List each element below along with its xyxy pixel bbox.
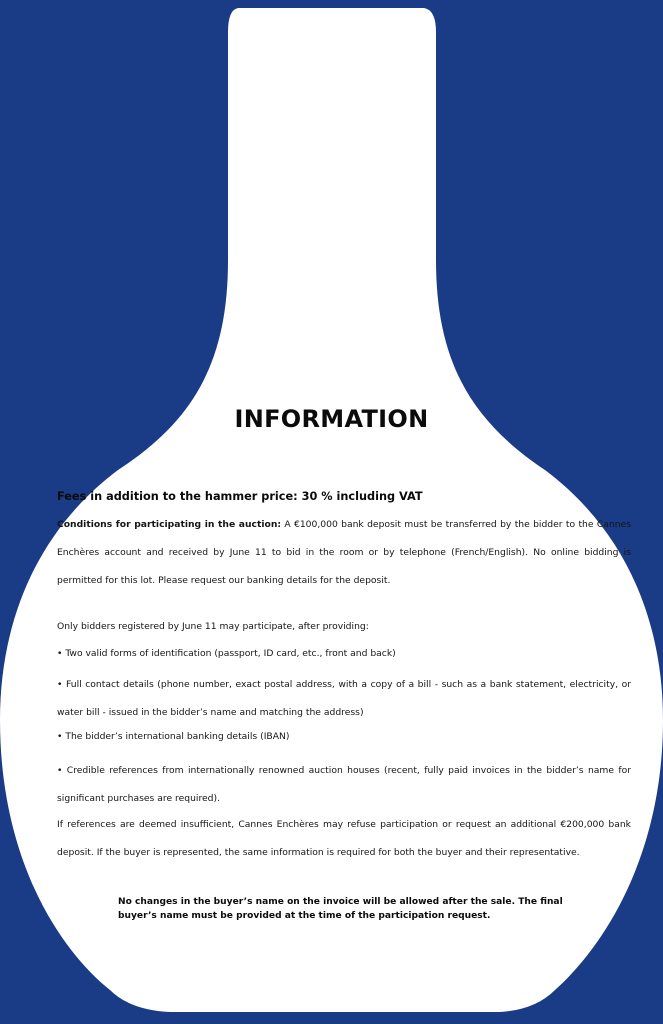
conditions-text: A €100,000 bank deposit must be transferred by the bidder to the Cannes Enchères account and received by June 11 to bid in the room or by telephone (French/English). No online bidding is permitted for this lot. Please request our banking details for the deposit.	[57, 519, 631, 586]
refusal-paragraph: If references are deemed insufficient, Cannes Enchères may refuse participation or request an additional €200,000 bank deposit. If the buyer is represented, the same information is required for both the buyer and their representative.	[57, 819, 631, 858]
final-note: No changes in the buyer’s name on the invoice will be allowed after the sale. The final buyer’s name must be provided at the time of the participation request.	[118, 897, 563, 921]
fees-heading: Fees in addition to the hammer price: 30 % including VAT	[57, 490, 423, 503]
page-title: INFORMATION	[234, 405, 429, 433]
requirement-item: • Full contact details (phone number, exact postal address, with a copy of a bill - such as a bank statement, electricity, or water bill - issued in the bidder’s name and matching the address)	[57, 679, 631, 718]
requirement-item: • Two valid forms of identification (passport, ID card, etc., front and back)	[57, 648, 396, 659]
conditions-paragraph	[57, 511, 631, 595]
registration-intro: Only bidders registered by June 11 may participate, after providing:	[57, 621, 369, 632]
requirement-item: • Credible references from internationally renowned auction houses (recent, fully paid invoices in the bidder’s name for significant purchases are required).	[57, 765, 631, 804]
requirement-item: • The bidder’s international banking details (IBAN)	[57, 731, 290, 742]
conditions-label: Conditions for participating in the auction:	[57, 519, 282, 530]
